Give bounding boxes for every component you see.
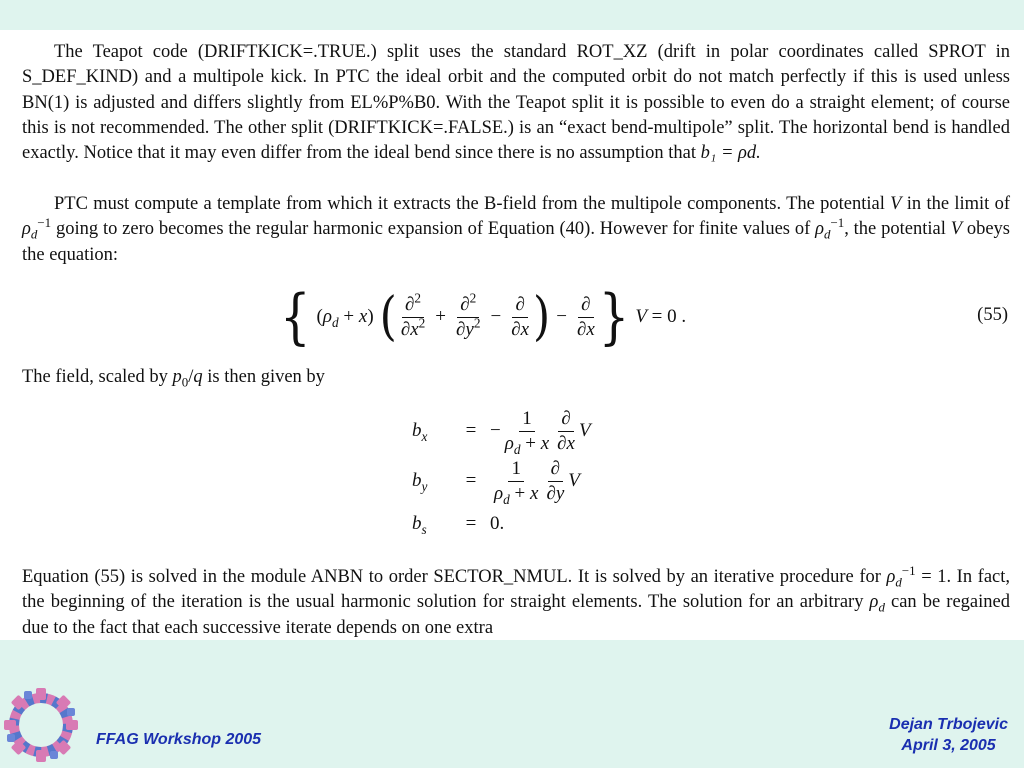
equation-number: (55) [977,305,1008,325]
field-bx: $b_x$ = − $\frac{1}{\rho_d + x}$ $\frac{\partial}{\partial x}$ V [412,407,591,457]
inline-math-b1-rho: b₁ = ρd. [700,143,761,164]
field-intro: The field, scaled by $p_0/q$ is then given by [22,367,325,390]
paragraph-ptc-template: PTC must compute a template from which it extracts the B-field from the multipole components. The potential V in the limit of $\rho_d^{-1}$ going to zero becomes the regular harmonic expansion of Equation (40). However for finite values of $\rho_d^{-1}$, the potential V obeys the equation: [22,194,1011,265]
paragraph-teapot-split: The Teapot code (DRIFTKICK=.TRUE.) split uses the standard ROT_XZ (drift in polar coordinates called SPROT in S_DEF_KIND) and a multipole kick. In PTC the ideal orbit and the computed orbit do not match perfectly if this is used unless BN(1) is adjusted and differs slightly from EL%P%B0. With the Teapot split it is possible to even do a straight element; of course this is not recommended. The other split (DRIFTKICK=.FALSE.) is an “exact bend-multipole” split. The horizontal bend is handled exactly. Notice that it may even differ from the ideal bend since there is no assumption that b₁ = ρd. [22,42,1010,164]
author-name: Dejan Trbojevic [889,716,1008,733]
document-page [0,30,1024,640]
presentation-date: April 3, 2005 [901,737,996,754]
ffag-ring-logo-icon [4,688,78,762]
equation-55: { $(\rho_d + x)$ ( $\frac{\partial^2}{\partial x^2}$ + $\frac{\partial^2}{\partial y^2}$ − $\frac{\partial}{\partial x}$ ) − $\frac{\partial}{\partial x}$ } V = 0 . (55) [280,282,1008,352]
author-date-block [889,714,1008,756]
top-band [0,0,1024,30]
field-by: $b_y$ = $\frac{1}{\rho_d + x}$ $\frac{\partial}{\partial y}$ V [412,457,580,507]
field-bs: $b_s$ = 0. [412,513,505,537]
field-equations [412,406,712,542]
workshop-title: FFAG Workshop 2005 [96,731,262,748]
paragraph-anbn: Equation (55) is solved in the module ANBN to order SECTOR_NMUL. It is solved by an iterative procedure for $\rho_d^{-1} = 1$. In fact, the beginning of the iteration is the usual harmonic solution for straight elements. The solution for an arbitrary $\rho_d$ can be regained due to the fact that each successive iterate depends on one extra [22,562,1011,638]
